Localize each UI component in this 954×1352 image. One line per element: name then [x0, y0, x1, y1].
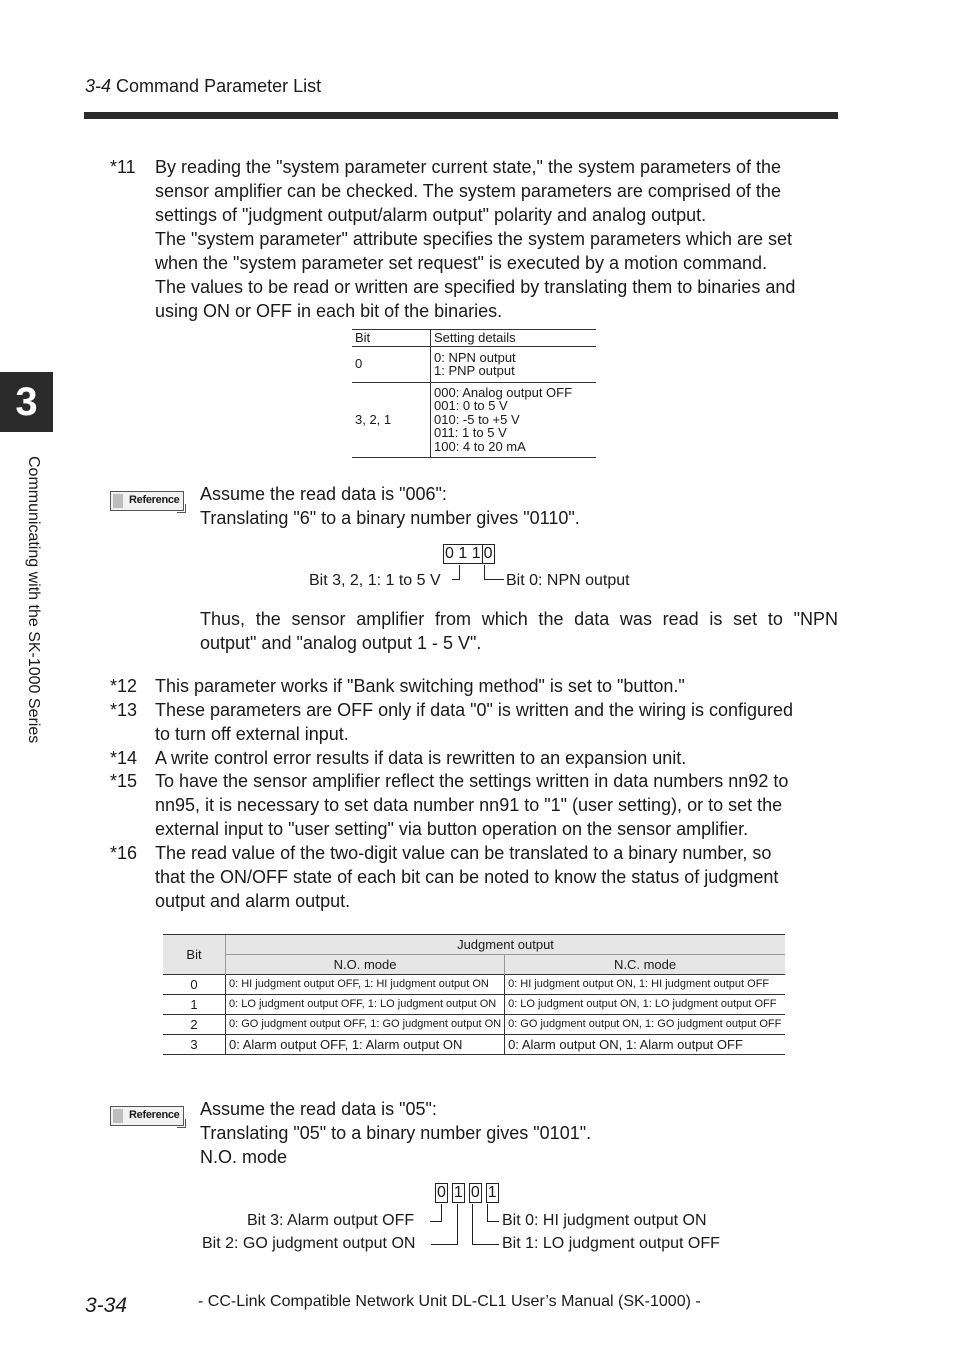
bit-1-label: Bit 1: LO judgment output OFF: [502, 1235, 720, 1252]
note-line: when the "system parameter set request" is executed by a motion command.: [155, 253, 768, 273]
page-number: 3-34: [85, 1294, 128, 1317]
table-row: [163, 1015, 785, 1035]
connector-line: [457, 1204, 458, 1244]
bit-2-label: Bit 2: GO judgment output ON: [202, 1235, 416, 1252]
bit-3-label: Bit 3: Alarm output OFF: [247, 1212, 415, 1229]
table-cell-bit: 1: [163, 995, 226, 1015]
section-title: Command Parameter List: [116, 76, 322, 96]
detail-line: 011: 1 to 5 V: [434, 425, 507, 441]
reference-badge: [110, 1106, 186, 1128]
reference-badge: [110, 491, 186, 513]
table-row: [163, 995, 785, 1015]
note-13-label: *13: [110, 700, 138, 720]
table-cell-details: [431, 346, 597, 382]
binary-group: 0 1 1: [445, 545, 481, 562]
table-cell-nc: 0: GO judgment output ON, 1: GO judgment output OFF: [505, 1015, 785, 1035]
reference-line: Translating "05" to a binary number gives "0101".: [200, 1123, 592, 1143]
binary-0110: [443, 544, 495, 564]
note-line: A write control error results if data is rewritten to an expansion unit.: [155, 748, 687, 768]
note-11-label: *11: [110, 157, 136, 177]
connector-line: [472, 1204, 473, 1244]
note-line: The values to be read or written are specified by translating them to binaries and: [155, 277, 796, 297]
connector-line: [430, 1221, 442, 1222]
note-line: settings of "judgment output/alarm output" polarity and analog output.: [155, 205, 707, 225]
connector-line: [472, 1244, 499, 1245]
detail-line: 100: 4 to 20 mA: [434, 438, 526, 454]
connector-line: [452, 579, 460, 580]
connector-line: [459, 565, 460, 579]
judgment-output-table: [163, 934, 785, 1055]
note-line: to turn off external input.: [155, 724, 349, 744]
note-13-text: [155, 698, 845, 746]
side-title: [20, 456, 42, 806]
note-line: nn95, it is necessary to set data number nn91 to "1" (user setting), or to set the: [155, 795, 783, 815]
reference-line: Translating "6" to a binary number gives "0110".: [200, 508, 580, 528]
note-11-text: [155, 155, 845, 323]
table-cell-bit: 3: [163, 1035, 226, 1055]
table-header-bit: Bit: [352, 330, 431, 347]
note-line: output and alarm output.: [155, 891, 351, 911]
note-line: This parameter works if "Bank switching method" is set to "button.": [155, 676, 685, 696]
header-rule: [84, 112, 838, 119]
reference-line: N.O. mode: [200, 1147, 288, 1167]
note-12-label: *12: [110, 676, 138, 696]
table-cell-nc: 0: HI judgment output ON, 1: HI judgment output OFF: [505, 975, 785, 995]
detail-line: 0: NPN output: [434, 349, 516, 365]
note-line: external input to "user setting" via button operation on the sensor amplifier.: [155, 819, 749, 839]
detail-line: 1: PNP output: [434, 363, 515, 378]
table-header-bit: Bit: [163, 935, 226, 975]
reference-label: Reference: [129, 494, 180, 506]
table-cell-no: 0: Alarm output OFF, 1: Alarm output ON: [226, 1035, 505, 1055]
table-cell-bit: 2: [163, 1015, 226, 1035]
connector-line: [484, 579, 504, 580]
note-16-text: [155, 841, 845, 913]
binary-digit: 0: [470, 1184, 480, 1201]
binary-digit: 1: [453, 1184, 463, 1201]
table-cell-nc: 0: Alarm output ON, 1: Alarm output OFF: [505, 1035, 785, 1055]
detail-line: 010: -5 to +5 V: [434, 411, 520, 427]
detail-line: 001: 0 to 5 V: [434, 398, 508, 414]
table-subheader-row: [163, 955, 785, 975]
table-cell-no: 0: HI judgment output OFF, 1: HI judgment output ON: [226, 975, 505, 995]
table-header-no-mode: N.O. mode: [226, 955, 505, 975]
table-cell-bit: 0: [163, 975, 226, 995]
table-cell-bit: 0: [352, 346, 431, 382]
reference-line: Assume the read data is "05":: [200, 1099, 437, 1119]
note-16-label: *16: [110, 843, 138, 863]
connector-line: [431, 1244, 458, 1245]
connector-line: [487, 1204, 488, 1221]
section-number: 3-4: [85, 76, 112, 96]
reference-label: Reference: [129, 1109, 180, 1121]
note-15-label: *15: [110, 771, 138, 791]
bit-0-label: Bit 0: NPN output: [506, 572, 630, 589]
binary-0101: [435, 1183, 499, 1203]
table-row: [352, 382, 596, 457]
table-row: [163, 975, 785, 995]
binary-digit: 1: [487, 1184, 497, 1201]
table-header-row: [352, 330, 596, 347]
reference-1-text: [200, 482, 840, 530]
connector-line: [441, 1204, 442, 1221]
table-cell-bit: 3, 2, 1: [352, 382, 431, 457]
table-header-nc-mode: N.C. mode: [505, 955, 785, 975]
system-parameter-table: [352, 329, 596, 458]
bit-0-label: Bit 0: HI judgment output ON: [502, 1212, 707, 1229]
detail-line: 000: Analog output OFF: [434, 384, 573, 400]
table-cell-no: 0: GO judgment output OFF, 1: GO judgment output ON: [226, 1015, 505, 1035]
note-line: The "system parameter" attribute specifies the system parameters which are set: [155, 229, 793, 249]
chapter-tab: 3: [0, 372, 53, 432]
note-15-text: [155, 769, 845, 841]
note-line: that the ON/OFF state of each bit can be noted to know the status of judgment: [155, 867, 779, 887]
note-14-text: [155, 746, 845, 770]
note-line: The read value of the two-digit value can be translated to a binary number, so: [155, 843, 772, 863]
binary-digit: 0: [437, 1184, 446, 1201]
reference-2-text: [200, 1097, 840, 1169]
table-header-row: [163, 935, 785, 955]
reference-1-conclusion: [200, 607, 838, 655]
table-row: [163, 1035, 785, 1055]
note-line: using ON or OFF in each bit of the binaries.: [155, 301, 503, 321]
table-header-group: Judgment output: [226, 935, 786, 955]
note-line: By reading the "system parameter current state," the system parameters of the: [155, 157, 782, 177]
note-line: To have the sensor amplifier reflect the settings written in data numbers nn92 to: [155, 771, 789, 791]
note-line: sensor amplifier can be checked. The system parameters are comprised of the: [155, 181, 781, 201]
bit-321-label: Bit 3, 2, 1: 1 to 5 V: [309, 572, 441, 589]
conclusion-line: Thus, the sensor amplifier from which the data was read is set to "NPN: [200, 609, 838, 629]
table-cell-details: [431, 382, 597, 457]
reference-line: Assume the read data is "006":: [200, 484, 447, 504]
table-cell-no: 0: LO judgment output OFF, 1: LO judgment output ON: [226, 995, 505, 1015]
footer-title: - CC-Link Compatible Network Unit DL-CL1 User’s Manual (SK-1000) -: [198, 1293, 701, 1310]
section-header: [85, 76, 321, 97]
binary-digit: 0: [483, 545, 493, 562]
table-cell-nc: 0: LO judgment output ON, 1: LO judgment output OFF: [505, 995, 785, 1015]
conclusion-line: output" and "analog output 1 - 5 V".: [200, 633, 482, 653]
table-row: [352, 346, 596, 382]
note-14-label: *14: [110, 748, 138, 768]
side-title-text: Communicating with the SK-1000 Series: [25, 456, 42, 744]
table-header-details: Setting details: [431, 330, 597, 347]
note-12-text: [155, 674, 845, 698]
note-line: These parameters are OFF only if data "0" is written and the wiring is configured: [155, 700, 794, 720]
connector-line: [484, 565, 485, 579]
connector-line: [487, 1221, 499, 1222]
